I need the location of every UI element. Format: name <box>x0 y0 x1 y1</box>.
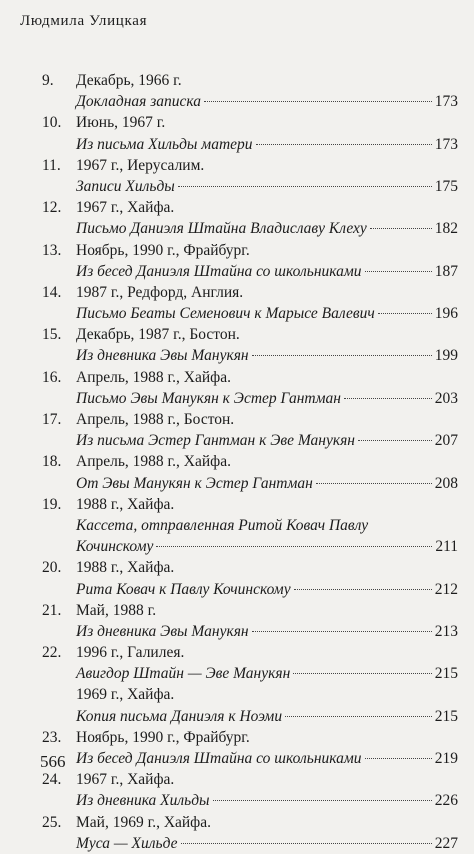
toc-entry-title: Записи Хильды <box>76 177 175 195</box>
toc-entry-title-row[interactable] <box>40 430 458 451</box>
toc-entry-date-place: Ноябрь, 1990 г., Фрайбург. <box>76 728 250 746</box>
toc-entry-number: 16. <box>42 368 62 386</box>
toc-entry-date-place: 1967 г., Хайфа. <box>76 199 175 217</box>
dot-leader <box>285 716 432 717</box>
toc-entry-title-row[interactable] <box>40 706 458 727</box>
toc-entry-head <box>40 812 458 833</box>
toc-entry-title: Рита Ковач к Павлу Кочинскому <box>76 580 291 598</box>
toc-entry-title-row[interactable] <box>40 621 458 642</box>
toc-entry-head <box>40 70 458 91</box>
toc-entry-number: 13. <box>42 241 62 259</box>
toc-entry-date-place: 1988 г., Хайфа. <box>76 495 175 513</box>
toc-entry-page: 187 <box>434 262 458 280</box>
toc-entry-page: 173 <box>434 93 458 111</box>
toc-entry-title: Авигдор Штайн — Эве Манукян <box>76 665 291 683</box>
toc-entry-date-place: 1987 г., Редфорд, Англия. <box>76 283 244 301</box>
toc-entry-title-row[interactable] <box>40 388 458 409</box>
toc-entry-title-row[interactable] <box>40 345 458 366</box>
toc-entry-number: 11. <box>42 156 61 174</box>
toc-entry-page: 227 <box>434 834 458 852</box>
toc-entry-title-row[interactable] <box>40 134 458 155</box>
dot-leader <box>365 758 432 759</box>
toc-entry-head <box>40 600 458 621</box>
toc-entry-title: Из письма Хильды матери <box>76 135 253 153</box>
toc-entry-head <box>40 155 458 176</box>
toc-entry-number: 22. <box>42 644 62 662</box>
toc-entry-page: 173 <box>434 135 458 153</box>
toc-entry-head <box>40 409 458 430</box>
toc-entry-page: 226 <box>434 792 458 810</box>
toc-entry-title-row[interactable] <box>40 579 458 600</box>
toc-entry-date-place: Апрель, 1988 г., Хайфа. <box>76 453 231 471</box>
toc-entry-title-row[interactable] <box>40 833 458 854</box>
toc-entry-title-row[interactable] <box>40 748 458 769</box>
dot-leader <box>213 800 432 801</box>
toc-entry-number: 24. <box>42 771 62 789</box>
toc-entry-number: 10. <box>42 114 62 132</box>
toc-entry-page: 215 <box>434 707 458 725</box>
dot-leader <box>358 440 432 441</box>
toc-entry-date-place: Ноябрь, 1990 г., Фрайбург. <box>76 241 250 259</box>
toc-entry-number: 12. <box>42 199 62 217</box>
toc-entry-number: 14. <box>42 283 62 301</box>
toc-entry-head <box>40 727 458 748</box>
toc-entry-date-place: 1967 г., Иерусалим. <box>76 156 205 174</box>
toc-entry-title-row[interactable] <box>40 91 458 112</box>
page-number: 566 <box>40 752 66 771</box>
toc-entry-page: 211 <box>435 538 458 556</box>
toc-entry-date-place: 1996 г., Галилея. <box>76 644 185 662</box>
dot-leader <box>316 483 432 484</box>
toc-entry-date-place: Май, 1988 г. <box>76 601 157 619</box>
toc-entry-number: 19. <box>42 495 62 513</box>
toc-entry-date-place: 1988 г., Хайфа. <box>76 559 175 577</box>
dot-leader <box>294 589 432 590</box>
toc-entry-title: Из бесед Даниэля Штайна со школьниками <box>76 750 362 767</box>
toc-entry-head <box>40 367 458 388</box>
toc-entry-head <box>40 112 458 133</box>
toc-entry-title: Письмо Беаты Семенович к Марысе Валевич <box>76 305 375 323</box>
toc-entry-page: 212 <box>434 580 458 598</box>
toc-entry-page: 207 <box>434 432 458 450</box>
toc-entry-date-place: 1967 г., Хайфа. <box>76 771 175 789</box>
toc-entry-title: Письмо Эвы Манукян к Эстер Гантман <box>76 389 341 407</box>
toc-entry-title: Копия письма Даниэля к Ноэми <box>76 707 283 725</box>
toc-entry-head <box>40 494 458 515</box>
toc-entry-page: 203 <box>434 389 458 407</box>
toc-entry-page: 175 <box>434 177 458 195</box>
toc-entry-title-row[interactable] <box>40 663 458 684</box>
toc-entry-head <box>40 282 458 303</box>
toc-entry-number: 9. <box>42 72 54 89</box>
toc-entry-title-row[interactable] <box>40 303 458 324</box>
dot-leader <box>181 843 432 844</box>
toc-entry-head <box>40 642 458 663</box>
dot-leader <box>293 673 431 674</box>
toc-entry-title: Из бесед Даниэля Штайна со школьниками <box>76 262 362 280</box>
toc-entry-title-row[interactable] <box>40 790 458 811</box>
toc-entry-date-place: Май, 1969 г., Хайфа. <box>76 813 211 831</box>
toc-entry-title: Из дневника Эвы Манукян <box>76 622 249 640</box>
toc-entry-title-row[interactable] <box>40 536 458 557</box>
dot-leader <box>370 228 432 229</box>
toc-entry-date-place: Декабрь, 1987 г., Бостон. <box>76 326 240 344</box>
toc-entry-head <box>40 769 458 790</box>
toc-entry-date-place: Июнь, 1967 г. <box>76 114 166 132</box>
toc-entry-head <box>40 451 458 472</box>
toc-entry-title: Муса — Хильде <box>76 834 178 852</box>
toc-entry-page: 208 <box>434 474 458 492</box>
dot-leader <box>344 398 432 399</box>
toc-entry-title: Докладная записка <box>76 93 202 111</box>
toc-entry-page: 182 <box>434 220 458 238</box>
toc-entry-page: 196 <box>434 305 458 323</box>
toc-entry-title-row[interactable] <box>40 261 458 282</box>
toc-entry-head <box>40 240 458 261</box>
toc-entry-head <box>40 197 458 218</box>
toc-entry-page: 219 <box>434 750 458 767</box>
toc-entry-title: От Эвы Манукян к Эстер Гантман <box>76 474 313 492</box>
toc-entry-title-line: Кассета, отправленная Ритой Ковач Павлу <box>76 516 369 534</box>
dot-leader <box>252 355 432 356</box>
toc-entry-number: 21. <box>42 601 62 619</box>
dot-leader <box>156 546 432 547</box>
toc-entry-title: Из дневника Эвы Манукян <box>76 347 249 365</box>
dot-leader <box>365 271 432 272</box>
toc-entry-page: 199 <box>434 347 458 365</box>
toc-entry-date-place: Декабрь, 1966 г. <box>76 72 182 89</box>
toc-entry-number: 15. <box>42 326 62 344</box>
toc-entry-number: 18. <box>42 453 62 471</box>
toc-entry-number: 23. <box>42 728 62 746</box>
running-head-author: Людмила Улицкая <box>20 13 148 29</box>
toc-entry-title: Письмо Даниэля Штайна Владиславу Клеху <box>76 220 367 238</box>
toc-entry-number: 20. <box>42 559 62 577</box>
toc-entry-title-row[interactable] <box>40 176 458 197</box>
toc-entry-title-row[interactable] <box>40 218 458 239</box>
dot-leader <box>256 144 432 145</box>
toc-entry-date-place: Апрель, 1988 г., Бостон. <box>76 411 235 428</box>
toc-entry-subhead: 1969 г., Хайфа. <box>76 686 175 704</box>
toc-entry-page: 213 <box>434 622 458 640</box>
table-of-contents <box>40 70 458 854</box>
toc-entry-number: 17. <box>42 411 62 428</box>
toc-entry-title-row[interactable] <box>40 473 458 494</box>
dot-leader <box>378 313 432 314</box>
dot-leader <box>178 186 432 187</box>
toc-entry-number: 25. <box>42 813 62 831</box>
dot-leader <box>204 101 432 102</box>
toc-entry-date-place: Апрель, 1988 г., Хайфа. <box>76 368 231 386</box>
toc-entry-title: Из письма Эстер Гантман к Эве Манукян <box>76 432 355 450</box>
toc-entry-title: Из дневника Хильды <box>76 792 210 810</box>
dot-leader <box>252 631 432 632</box>
toc-entry-page: 215 <box>434 665 458 683</box>
toc-entry-title: Кочинскому <box>76 538 154 556</box>
toc-entry-head <box>40 557 458 578</box>
toc-entry-head <box>40 324 458 345</box>
